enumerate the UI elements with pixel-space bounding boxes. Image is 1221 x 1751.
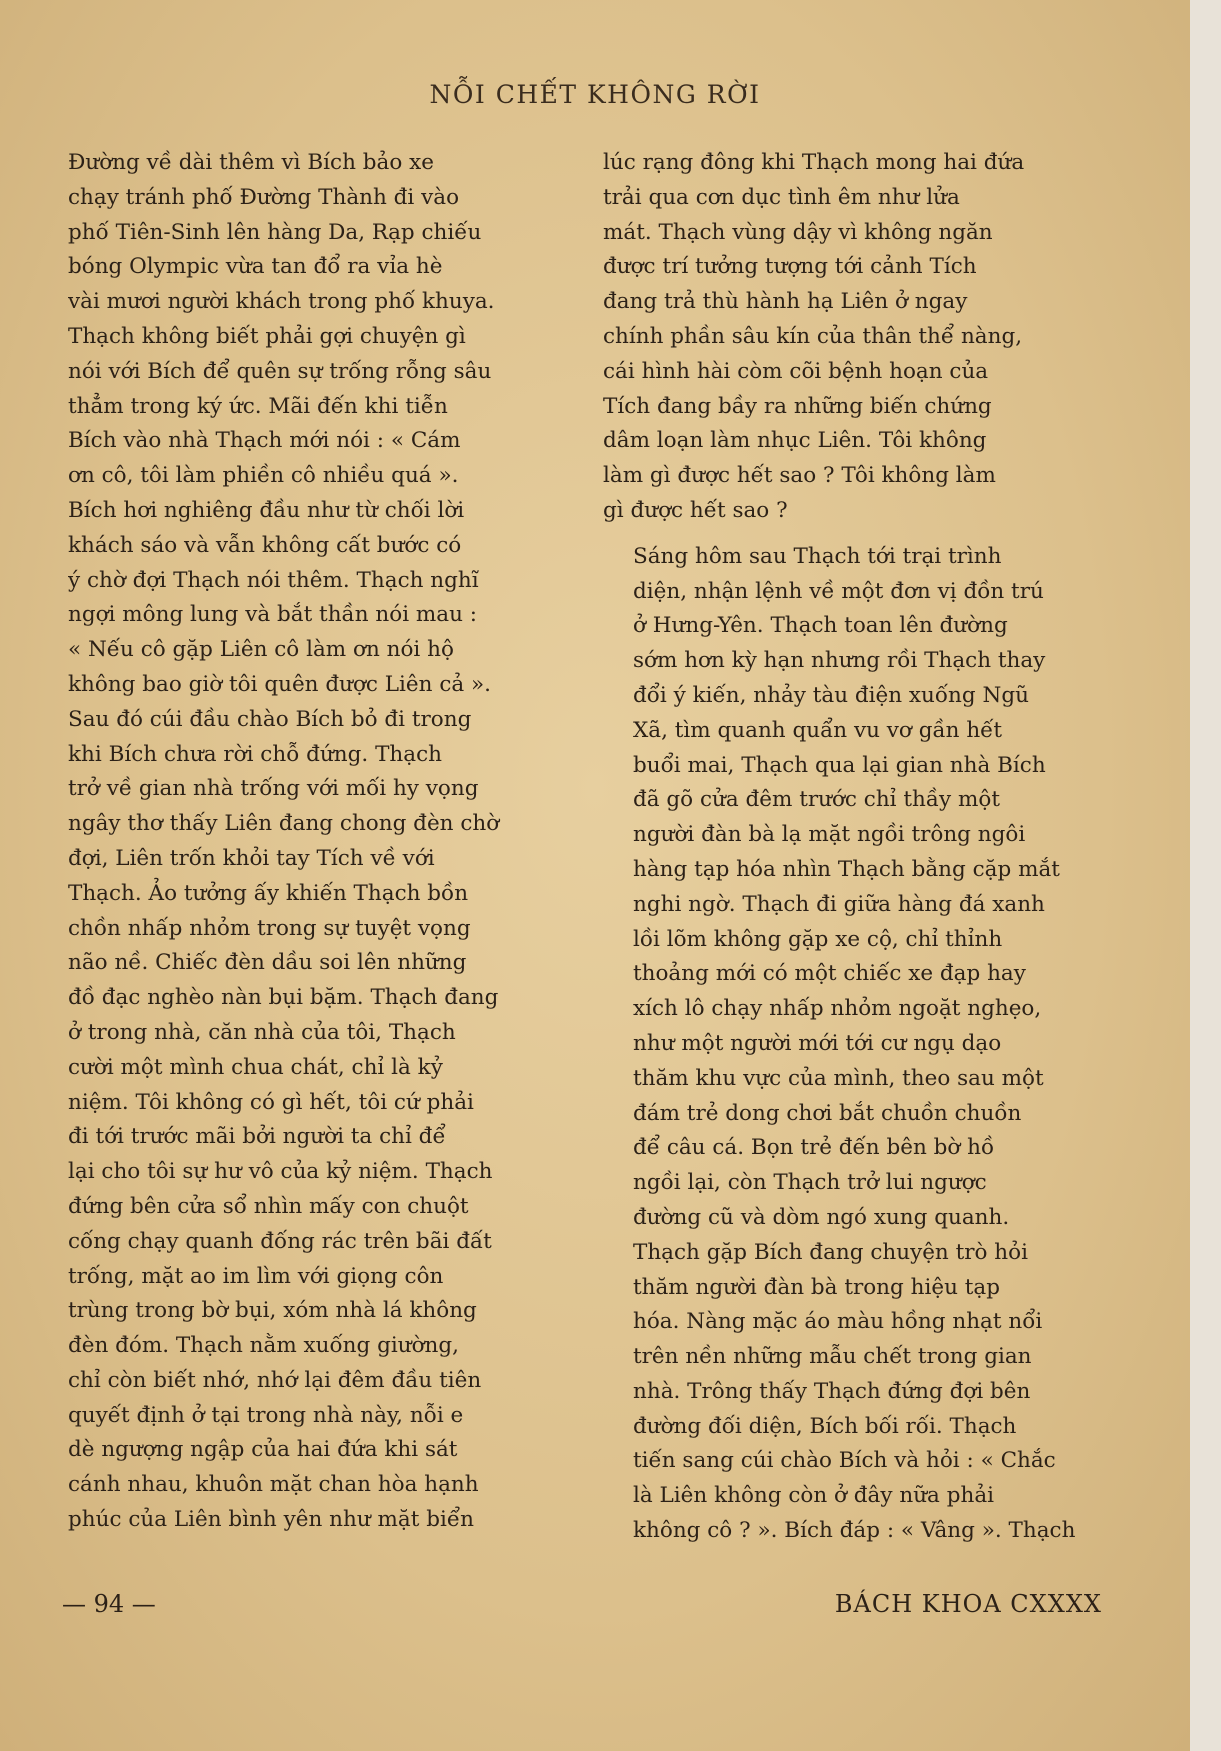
text-line: để câu cá. Bọn trẻ đến bên bờ hồ xyxy=(633,1135,995,1161)
text-line: « Nếu cô gặp Liên cô làm ơn nói hộ xyxy=(68,637,454,663)
text-line: não nề. Chiếc đèn dầu soi lên những xyxy=(68,950,467,976)
text-line: mát. Thạch vùng dậy vì không ngăn xyxy=(603,219,993,245)
text-line: ở Hưng-Yên. Thạch toan lên đường xyxy=(633,613,1008,639)
text-line: đã gõ cửa đêm trước chỉ thầy một xyxy=(633,787,1001,813)
text-line: trở về gian nhà trống với mối hy vọng xyxy=(68,776,479,802)
text-line: là Liên không còn ở đây nữa phải xyxy=(633,1483,995,1509)
text-line: chỉ còn biết nhớ, nhớ lại đêm đầu tiên xyxy=(68,1367,482,1393)
text-line: đi tới trước mãi bởi người ta chỉ để xyxy=(68,1124,446,1150)
text-line: nói với Bích để quên sự trống rỗng sâu xyxy=(68,358,492,384)
text-line: không bao giờ tôi quên được Liên cả ». xyxy=(68,671,492,697)
text-line: như một người mới tới cư ngụ dạo xyxy=(633,1030,1002,1056)
text-line: Thạch. Ảo tưởng ấy khiến Thạch bồn xyxy=(68,880,469,906)
text-line: buổi mai, Thạch qua lại gian nhà Bích xyxy=(633,752,1046,778)
page-edge xyxy=(1190,0,1221,1751)
text-line: Sau đó cúi đầu chào Bích bỏ đi trong xyxy=(68,706,472,732)
text-line: tiến sang cúi chào Bích và hỏi : « Chắc xyxy=(633,1448,1056,1474)
text-line: trải qua cơn dục tình êm như lửa xyxy=(603,184,960,210)
text-line: chạy tránh phố Đường Thành đi vào xyxy=(68,184,460,210)
text-line: Đường về dài thêm vì Bích bảo xe xyxy=(68,150,434,175)
text-line: đường đối diện, Bích bối rối. Thạch xyxy=(633,1413,1017,1439)
text-line: chính phần sâu kín của thân thể nàng, xyxy=(603,323,1023,349)
text-line: chồn nhấp nhỏm trong sự tuyệt vọng xyxy=(68,915,471,941)
text-line: đường cũ và dòm ngó xung quanh. xyxy=(633,1204,1010,1230)
text-line: xích lô chạy nhấp nhỏm ngoặt nghẹo, xyxy=(633,996,1042,1022)
text-line: niệm. Tôi không có gì hết, tôi cứ phải xyxy=(68,1089,474,1115)
text-line: Sáng hôm sau Thạch tới trại trình xyxy=(633,543,1002,569)
text-line: trống, mặt ao im lìm với giọng côn xyxy=(68,1263,444,1289)
text-line: Bích hơi nghiêng đầu như từ chối lời xyxy=(68,497,465,523)
text-line: trên nền những mẫu chết trong gian xyxy=(633,1344,1032,1370)
text-line: Thạch không biết phải gợi chuyện gì xyxy=(68,323,466,349)
text-line: lại cho tôi sự hư vô của kỷ niệm. Thạch xyxy=(68,1159,493,1185)
text-line: ngồi lại, còn Thạch trở lui ngược xyxy=(633,1170,987,1196)
paragraph xyxy=(603,146,1108,529)
text-line: diện, nhận lệnh về một đơn vị đồn trú xyxy=(633,578,1044,604)
text-line: thăm người đàn bà trong hiệu tạp xyxy=(633,1274,1000,1300)
paragraph xyxy=(68,146,573,1538)
text-line: lồi lõm không gặp xe cộ, chỉ thỉnh xyxy=(633,926,1003,952)
text-line: thăm khu vực của mình, theo sau một xyxy=(633,1065,1044,1091)
text-line: cánh nhau, khuôn mặt chan hòa hạnh xyxy=(68,1472,479,1498)
text-line: nghi ngờ. Thạch đi giữa hàng đá xanh xyxy=(633,891,1045,917)
text-line: ngây thơ thấy Liên đang chong đèn chờ xyxy=(68,811,500,837)
text-line: khách sáo và vẫn không cất bước có xyxy=(68,532,462,558)
page-number: — 94 — xyxy=(62,1590,156,1618)
text-line: đang trả thù hành hạ Liên ở ngay xyxy=(603,289,968,315)
publication-footer: BÁCH KHOA CXXXX xyxy=(834,1590,1102,1618)
text-line: trùng trong bờ bụi, xóm nhà lá không xyxy=(68,1298,477,1324)
text-line: đám trẻ dong chơi bắt chuồn chuồn xyxy=(633,1100,1022,1126)
text-line: đổi ý kiến, nhảy tàu điện xuống Ngũ xyxy=(633,682,1029,708)
text-line: dâm loạn làm nhục Liên. Tôi không xyxy=(603,428,987,454)
text-line: Thạch gặp Bích đang chuyện trò hỏi xyxy=(633,1239,1028,1265)
text-line: cống chạy quanh đống rác trên bãi đất xyxy=(68,1228,492,1254)
text-line: hóa. Nàng mặc áo màu hồng nhạt nổi xyxy=(633,1309,1043,1335)
text-line: vài mươi người khách trong phố khuya. xyxy=(68,289,495,315)
text-line: Bích vào nhà Thạch mới nói : « Cám xyxy=(68,428,461,454)
text-line: bóng Olympic vừa tan đổ ra vỉa hè xyxy=(68,254,443,280)
text-line: dè ngượng ngập của hai đứa khi sát xyxy=(68,1437,458,1463)
text-line: cái hình hài còm cõi bệnh hoạn của xyxy=(603,358,989,384)
text-line: lúc rạng đông khi Thạch mong hai đứa xyxy=(603,150,1025,175)
text-line: gì được hết sao ? xyxy=(603,497,788,523)
text-line: đèn đóm. Thạch nằm xuống giường, xyxy=(68,1333,459,1359)
text-line: ở trong nhà, căn nhà của tôi, Thạch xyxy=(68,1019,456,1045)
text-line: ơn cô, tôi làm phiền cô nhiều quá ». xyxy=(68,463,459,489)
text-line: người đàn bà lạ mặt ngồi trông ngôi xyxy=(633,822,1026,848)
text-line: phố Tiên-Sinh lên hàng Da, Rạp chiếu xyxy=(68,219,482,245)
right-column xyxy=(603,146,1108,1549)
text-line: đợi, Liên trốn khỏi tay Tích về với xyxy=(68,845,435,871)
text-line: hàng tạp hóa nhìn Thạch bằng cặp mắt xyxy=(633,856,1060,882)
text-line: phúc của Liên bình yên như mặt biển xyxy=(68,1507,474,1533)
text-line: khi Bích chưa rời chỗ đứng. Thạch xyxy=(68,741,442,767)
text-line: không cô ? ». Bích đáp : « Vâng ». Thạch xyxy=(633,1518,1076,1544)
text-line: thẳm trong ký ức. Mãi đến khi tiễn xyxy=(68,393,448,419)
text-line: đồ đạc nghèo nàn bụi bặm. Thạch đang xyxy=(68,985,499,1011)
text-line: cười một mình chua chát, chỉ là kỷ xyxy=(68,1054,443,1080)
running-title: NỖI CHẾT KHÔNG RỜI xyxy=(429,80,761,109)
text-line: ý chờ đợi Thạch nói thêm. Thạch nghĩ xyxy=(68,567,479,593)
left-column xyxy=(68,146,573,1538)
text-line: nhà. Trông thấy Thạch đứng đợi bên xyxy=(633,1378,1031,1404)
paragraph xyxy=(603,540,1108,1549)
text-line: quyết định ở tại trong nhà này, nỗi e xyxy=(68,1402,464,1428)
text-line: làm gì được hết sao ? Tôi không làm xyxy=(603,463,996,489)
text-line: Xã, tìm quanh quẩn vu vơ gần hết xyxy=(633,717,1003,743)
text-line: đứng bên cửa sổ nhìn mấy con chuột xyxy=(68,1193,469,1219)
text-line: ngợi mông lung và bắt thần nói mau : xyxy=(68,602,478,628)
text-line: sớm hơn kỳ hạn nhưng rồi Thạch thay xyxy=(633,648,1046,674)
text-line: thoảng mới có một chiếc xe đạp hay xyxy=(633,961,1026,987)
text-line: được trí tưởng tượng tới cảnh Tích xyxy=(603,254,977,280)
text-line: Tích đang bầy ra những biến chứng xyxy=(603,393,992,419)
